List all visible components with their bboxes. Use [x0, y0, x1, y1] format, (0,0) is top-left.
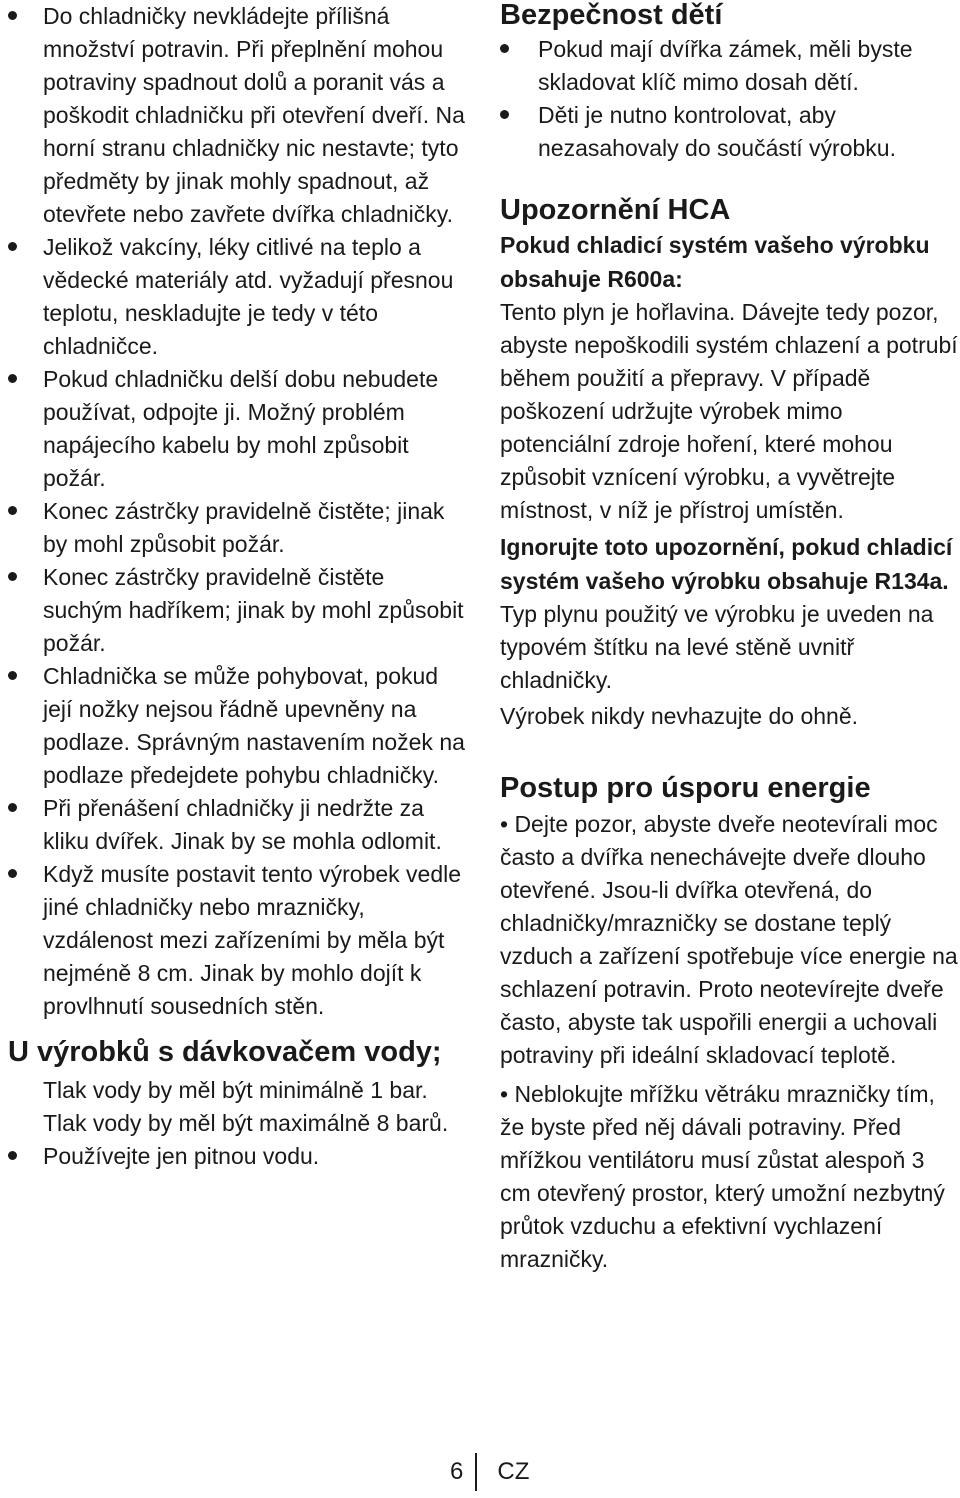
footer-divider [475, 1453, 477, 1491]
child-safety-bullet-list [500, 33, 960, 165]
dispenser-pressure-text: Tlak vody by měl být minimálně 1 bar. Tlak vody by měl být maximálně 8 barů. [43, 1077, 449, 1136]
page-footer [450, 1450, 529, 1494]
hca-heading: Upozornění HCA [500, 194, 731, 226]
right-column [500, 0, 960, 1276]
energy-paragraph: • Neblokujte mřížku větráku mrazničky tím, že byste před něj dávali potraviny. Před mřížkou ventilátoru musí zůstat alespoň 3 cm otevřený prostor, který umožní nezbytný průtok vzduchu a efektivní vychlazení mrazničky. [500, 1081, 945, 1272]
list-item: Při přenášení chladničky ji nedržte za kliku dvířek. Jinak by se mohla odlomit. [8, 792, 468, 858]
list-item: Konec zástrčky pravidelně čistěte; jinak by mohl způsobit požár. [8, 495, 468, 561]
page-number: 6 [450, 1458, 464, 1485]
list-item: Jelikož vakcíny, léky citlivé na teplo a vědecké materiály atd. vyžadují přesnou teplotu, neskladujte je tedy v této chladničce. [8, 231, 468, 363]
list-item: Děti je nutno kontrolovat, aby nezasahovaly do součástí výrobku. [500, 99, 960, 165]
gas-type-paragraph: Typ plynu použitý ve výrobku je uveden na typovém štítku na levé stěně uvnitř chladničky. [500, 601, 934, 693]
energy-paragraph: • Dejte pozor, abyste dveře neotevírali moc často a dvířka nenechávejte dveře dlouho otevřené. Jsou-li dvířka otevřená, do chladničky/mrazničky se dostane teplý vzduch a zařízení spotřebuje více energie na schlazení potravin. Proto neotevírejte dveře často, abyste tak uspořili energii a uchovali potraviny při ideální skladovací teplotě. [500, 811, 958, 1068]
hca-subheading-r134a: Ignorujte toto upozornění, pokud chladicí systém vašeho výrobku obsahuje R134a. [500, 534, 953, 594]
list-item: Chladnička se může pohybovat, pokud její nožky nejsou řádně upevněny na podlaze. Správným nastavením nožek na podlaze předejdete pohybu chladničky. [8, 660, 468, 792]
disposal-paragraph: Výrobek nikdy nevhazujte do ohně. [500, 703, 859, 729]
energy-heading: Postup pro úsporu energie [500, 772, 871, 804]
language-code: CZ [497, 1458, 530, 1485]
list-item: Do chladničky nevkládejte přílišná množství potravin. Při přeplnění mohou potraviny spadnout dolů a poranit vás a poškodit chladničku při otevření dveří. Na horní stranu chladničky nic nestavte; tyto předměty by jinak mohly spadnout, až otevřete nebo zavřete dvířka chladničky. [8, 0, 468, 231]
dispenser-bullet-list [8, 1140, 468, 1173]
list-item: Konec zástrčky pravidelně čistěte suchým hadříkem; jinak by mohl způsobit požár. [8, 561, 468, 660]
list-item: Pokud mají dvířka zámek, měli byste skladovat klíč mimo dosah dětí. [500, 33, 960, 99]
hca-paragraph: Tento plyn je hořlavina. Dávejte tedy pozor, abyste nepoškodili systém chlazení a potrubí během použití a přepravy. V případě poškození udržujte výrobek mimo potenciální zdroje hoření, které mohou způsobit vznícení výrobku, a vyvětrejte místnost, v níž je přístroj umístěn. [500, 299, 958, 523]
left-column [8, 0, 468, 1173]
list-item: Pokud chladničku delší dobu nebudete používat, odpojte ji. Možný problém napájecího kabelu by mohl způsobit požár. [8, 363, 468, 495]
hca-subheading-r600a: Pokud chladicí systém vašeho výrobku obsahuje R600a: [500, 232, 930, 292]
child-safety-heading: Bezpečnost dětí [500, 0, 723, 31]
safety-bullet-list [8, 0, 468, 1023]
list-item: Používejte jen pitnou vodu. [8, 1140, 468, 1173]
dispenser-heading: U výrobků s dávkovačem vody; [8, 1036, 442, 1068]
list-item: Když musíte postavit tento výrobek vedle jiné chladničky nebo mrazničky, vzdálenost mezi zařízeními by měla být nejméně 8 cm. Jinak by mohlo dojít k provlhnutí sousedních stěn. [8, 858, 468, 1023]
